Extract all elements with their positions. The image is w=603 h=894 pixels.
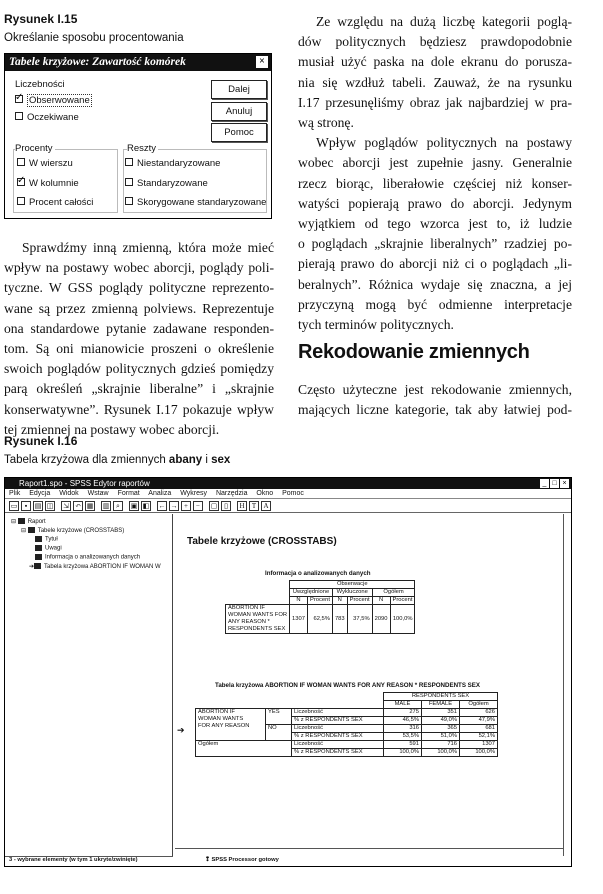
insert-title-icon[interactable]: T: [249, 501, 259, 511]
status-selection: 3 - wybrane elementy (w tym 1 ukryte/zwinięte): [9, 857, 138, 863]
column-group-header: RESPONDENTS SEX: [384, 693, 498, 701]
outline-pane: [5, 514, 173, 856]
text-line: wobec aborcji jest zupełnie jasny. Generalnie: [298, 155, 572, 171]
text-line: Sprawdźmy inną zmienną, która może mieć: [22, 240, 274, 255]
cell-value: 365: [422, 725, 460, 733]
table-row: [226, 605, 415, 634]
hide-icon[interactable]: ▯: [221, 501, 231, 511]
status-processor-text: SPSS Processor gotowy: [211, 857, 279, 863]
undo-icon[interactable]: ↶: [73, 501, 83, 511]
window-title: Raport1.spo - SPSS Edytor raportów: [19, 479, 150, 488]
tree-label: Tabela krzyżowa ABORTION IF WOMAN W: [44, 564, 161, 570]
counts-group-label: Liczebności: [15, 79, 65, 90]
menu-file[interactable]: Plik: [9, 490, 21, 497]
observed-label: Obserwowane: [29, 95, 90, 106]
tree-label: Uwagi: [45, 545, 62, 552]
column-header: Wykluczone: [332, 589, 372, 597]
menu-format[interactable]: Format: [117, 490, 140, 497]
statistic-label: % z RESPONDENTS SEX: [292, 717, 384, 725]
notes-icon: [35, 545, 42, 551]
cancel-button[interactable]: Anuluj: [211, 102, 267, 121]
chart-icon[interactable]: ▥: [102, 502, 110, 510]
checkbox-checked-icon: [15, 95, 23, 103]
cell-value: 52,1%: [460, 733, 498, 741]
dialog-title: Tabele krzyżowe: Zawartość komórek: [9, 56, 186, 68]
crosstab-caption: Tabela krzyżowa ABORTION IF WOMAN WANTS FOR ANY REASON * RESPONDENTS SEX: [215, 682, 481, 689]
column-header: FEMALE: [422, 701, 460, 709]
corner-cell: [196, 693, 384, 709]
text-line: tych terminów politycznych.: [298, 317, 454, 333]
cell-value: 316: [384, 725, 422, 733]
content-pane: [175, 514, 563, 856]
right-column-text: [298, 12, 572, 335]
table-icon: [34, 563, 41, 569]
expand-icon[interactable]: +: [181, 501, 191, 511]
menu-insert[interactable]: Wstaw: [87, 490, 109, 497]
cell-value: 1307: [460, 741, 498, 749]
total-percent-checkbox[interactable]: [17, 197, 93, 208]
row-label-line: ABORTION IF: [198, 709, 235, 715]
find-icon[interactable]: ⌕: [113, 501, 123, 511]
figure-subtitle: [4, 454, 230, 466]
cell-value: 46,5%: [384, 717, 422, 725]
checkbox-unchecked-icon: [15, 112, 23, 120]
column-header: MALE: [384, 701, 422, 709]
cell-value: 351: [422, 709, 460, 717]
cell-value: 100,0%: [422, 749, 460, 757]
cell-value: 49,0%: [422, 717, 460, 725]
column-subheader: N: [372, 597, 390, 605]
tree-label: Informacja o analizowanych danych: [45, 554, 141, 561]
residuals-group-label: Reszty: [127, 143, 157, 154]
cell-value: 53,5%: [384, 733, 422, 741]
unstandardized-label: Niestandaryzowane: [137, 158, 221, 169]
right-column-text-2: [298, 380, 572, 420]
column-header: Ogółem: [460, 701, 498, 709]
category-label: YES: [266, 709, 292, 725]
help-button[interactable]: Pomoc: [211, 123, 267, 142]
cell-value: 591: [384, 741, 422, 749]
subtitle-prefix: Tabela krzyżowa dla zmiennych: [4, 454, 169, 466]
spss-viewer-window: [4, 477, 572, 867]
row-label-line: WOMAN WANTS: [198, 716, 244, 722]
column-percent-checkbox[interactable]: [17, 178, 79, 189]
row-label-line: RESPONDENTS SEX: [228, 626, 286, 632]
output-heading: Tabele krzyżowe (CROSSTABS): [187, 536, 337, 547]
column-subheader: Procent: [347, 597, 372, 605]
content-horizontal-scrollbar[interactable]: [175, 848, 563, 856]
menu-view[interactable]: Widok: [59, 490, 79, 497]
menu-help[interactable]: Pomoc: [282, 490, 304, 497]
print-icon[interactable]: ▤: [34, 502, 42, 510]
unstandardized-checkbox[interactable]: [125, 158, 220, 169]
observed-checkbox[interactable]: [15, 95, 92, 106]
menu-bar: [5, 489, 571, 499]
text-line: nia się wzdłuż tabeli. Zauważ, że na rysunku: [298, 74, 572, 90]
menu-tools[interactable]: Narzędzia: [215, 490, 248, 497]
goto-data-icon[interactable]: ▦: [86, 502, 94, 510]
text-line: wą stronę.: [298, 115, 354, 131]
text-line: o poglądach „skrajnie liberalnych” rzadziej po-: [298, 236, 572, 252]
column-subheader: N: [332, 597, 347, 605]
cell-value: 100,0%: [460, 749, 498, 757]
corner-cell: [226, 581, 290, 597]
total-row-label: Ogółem: [196, 741, 292, 757]
collapse-icon[interactable]: −: [193, 501, 203, 511]
column-percent-label: W kolumnie: [29, 178, 79, 189]
statistic-label: % z RESPONDENTS SEX: [292, 749, 384, 757]
checkbox-unchecked-icon: [17, 158, 25, 166]
row-label-line: FOR ANY REASON: [198, 723, 250, 729]
show-icon[interactable]: ▢: [210, 502, 218, 510]
cell-value: 1307: [290, 605, 308, 634]
table-icon: [35, 554, 42, 560]
open-icon[interactable]: ▭: [10, 502, 18, 510]
column-subheader: N: [290, 597, 308, 605]
text-line: tom. Są oni mianowicie proszeni o określenie: [4, 341, 274, 357]
statistic-label: Liczebność: [292, 709, 384, 717]
row-variable-header: [196, 709, 266, 741]
statistic-label: Liczebność: [292, 725, 384, 733]
content-vertical-scrollbar[interactable]: [563, 514, 571, 856]
menu-graphs[interactable]: Wykresy: [180, 490, 207, 497]
variable-name: abany: [168, 454, 203, 466]
cell-value: 783: [332, 605, 347, 634]
close-icon[interactable]: ×: [560, 479, 569, 488]
insert-text-icon[interactable]: A: [261, 501, 271, 511]
text-line: mających liczne kategorie, tak aby łatwiej pod-: [298, 402, 572, 418]
figure-title: Rysunek I.15: [4, 12, 78, 26]
tree-item-root[interactable]: ⊟ Raport: [11, 519, 46, 525]
continue-button[interactable]: Dalej: [211, 80, 267, 99]
checkbox-unchecked-icon: [125, 158, 133, 166]
close-icon[interactable]: ×: [256, 56, 268, 68]
cell-value: 681: [460, 725, 498, 733]
text-line: tyczne. W GSS poglądy polityczne reprezento-: [4, 280, 274, 296]
checkbox-unchecked-icon: [125, 197, 133, 205]
checkbox-unchecked-icon: [17, 197, 25, 205]
cell-value: 716: [422, 741, 460, 749]
percentages-group-label: Procenty: [15, 143, 53, 154]
outline-tree: [5, 514, 173, 614]
export-icon[interactable]: ⇲: [61, 501, 71, 511]
figure-subtitle: Określanie sposobu procentowania: [4, 32, 184, 44]
text-line: I.17 przesunęliśmy obraz jak najbardziej w pra-: [298, 94, 572, 110]
adjusted-standardized-checkbox[interactable]: [125, 197, 266, 208]
expected-checkbox[interactable]: [15, 112, 79, 123]
text-line: wane są przez zmienną polviews. Reprezentuje: [4, 300, 274, 316]
promote-icon[interactable]: ←: [158, 502, 166, 510]
corner-cell: [226, 597, 290, 605]
figure-title: Rysunek I.16: [4, 434, 78, 448]
tree-item-info[interactable]: [35, 554, 140, 561]
category-label: NO: [266, 725, 292, 741]
title-icon: [35, 536, 42, 542]
cell-value: 275: [384, 709, 422, 717]
subtitle-mid: i: [202, 454, 212, 466]
status-processor: ❢ SPSS Processor gotowy: [205, 857, 279, 863]
adjusted-standardized-label: Skorygowane standaryzowane: [137, 197, 267, 208]
selection-arrow-icon: ➔: [177, 725, 185, 735]
select-cases-icon[interactable]: ◧: [142, 502, 150, 510]
summary-table: [225, 580, 415, 634]
row-label-line: ABORTION IF: [228, 605, 265, 611]
cell-value: 37,5%: [347, 605, 372, 634]
report-icon: [18, 518, 25, 524]
column-header: Uwzględnione: [290, 589, 333, 597]
text-line: swoich poglądów politycznych gdzieś pomiędzy: [4, 361, 274, 377]
insert-heading-icon[interactable]: H: [237, 501, 247, 511]
checkbox-unchecked-icon: [125, 178, 133, 186]
folder-icon: [28, 527, 35, 533]
standardized-checkbox[interactable]: [125, 178, 208, 189]
summary-table-caption: Informacja o analizowanych danych: [265, 570, 371, 577]
row-header: [226, 605, 290, 634]
column-header: Ogółem: [372, 589, 415, 597]
column-subheader: Procent: [307, 597, 332, 605]
text-line: Wpływ poglądów politycznych na postawy: [316, 135, 572, 151]
menu-window[interactable]: Okno: [256, 490, 274, 497]
minimize-icon[interactable]: _: [540, 479, 549, 488]
cell-value: 626: [460, 709, 498, 717]
cell-value: 62,5%: [307, 605, 332, 634]
text-line: wyjątkiem od tego wzorca jest to, iż ludzie: [298, 216, 572, 232]
preview-icon[interactable]: ◫: [46, 502, 54, 510]
variable-name: sex: [211, 454, 231, 466]
checkbox-checked-icon: [17, 178, 25, 186]
text-line: przyczyną mogą być odmienne interpretacje: [298, 296, 572, 312]
toolbar: [5, 499, 571, 513]
text-line: konserwatywne”. Rysunek I.17 pokazuje wpływ: [4, 401, 274, 417]
variables-icon[interactable]: ▣: [130, 502, 138, 510]
text-line: beralnych”. Różnica wydaje się znaczna, a jej: [298, 276, 572, 292]
tree-item-title[interactable]: [35, 536, 58, 543]
text-line: dów politycznych będziesz prawdopodobnie: [298, 34, 572, 50]
dialog-titlebar: [5, 54, 271, 71]
menu-analyze[interactable]: Analiza: [148, 490, 172, 497]
cell-value: 47,9%: [460, 717, 498, 725]
text-line: Ze względu na dużą liczbę kategorii poglą-: [316, 14, 572, 29]
demote-icon[interactable]: →: [170, 502, 178, 510]
statistic-label: % z RESPONDENTS SEX: [292, 733, 384, 741]
cell-value: 100,0%: [384, 749, 422, 757]
text-line: ona standardowe pytanie zadawane responden-: [4, 320, 274, 336]
cell-contents-dialog: [4, 53, 272, 219]
cell-value: 51,0%: [422, 733, 460, 741]
standardized-label: Standaryzowane: [137, 178, 208, 189]
text-line: Często użyteczne jest rekodowanie zmiennych,: [298, 382, 572, 397]
text-line: rzecz biorąc, liberałowie częściej niż konser-: [298, 175, 572, 191]
statistic-label: Liczebność: [292, 741, 384, 749]
crosstab-table: [195, 692, 498, 757]
total-percent-label: Procent całości: [29, 197, 94, 208]
expected-label: Oczekiwane: [27, 112, 79, 123]
table-row: [196, 709, 498, 717]
text-line: parą określeń „skrajnie liberalne” i „skrajnie: [4, 381, 274, 397]
tree-item-crosstabs[interactable]: ⊟ Tabele krzyżowe (CROSSTABS): [21, 528, 125, 534]
viewer-titlebar: [5, 478, 571, 489]
row-label-line: ANY REASON *: [228, 619, 270, 625]
table-row: [196, 741, 498, 749]
section-heading: Rekodowanie zmiennych: [298, 341, 530, 363]
row-percent-label: W wierszu: [29, 158, 73, 169]
text-line: musiał użyć paska na dole ekranu do porusza-: [298, 54, 572, 70]
tree-item-notes[interactable]: [35, 545, 62, 552]
menu-edit[interactable]: Edycja: [29, 490, 51, 497]
column-subheader: Procent: [390, 597, 415, 605]
text-line: tej zmiennej na postawy wobec aborcji.: [4, 421, 220, 437]
save-icon[interactable]: ▪: [21, 501, 31, 511]
column-group-header: Obserwacje: [290, 581, 415, 589]
text-line: watyści popierają prawo do aborcji. Jedynym: [298, 195, 572, 211]
cell-value: 100,0%: [390, 605, 415, 634]
left-column-text: [4, 238, 274, 440]
row-label-line: WOMAN WANTS FOR: [228, 612, 288, 618]
row-percent-checkbox[interactable]: [17, 158, 73, 169]
tree-label: Tabele krzyżowe (CROSSTABS): [37, 528, 125, 534]
tree-label: Raport: [27, 519, 46, 525]
text-line: pierają prawo do aborcji niż ci o poglądach „li-: [298, 256, 572, 272]
tree-item-table[interactable]: ➔ Tabela krzyżowa ABORTION IF WOMAN W: [29, 564, 161, 570]
cell-value: 2090: [372, 605, 390, 634]
text-line: wpływ na postawy wobec aborcji, poglądy poli-: [4, 260, 274, 276]
maximize-icon[interactable]: □: [550, 479, 559, 488]
tree-label: Tytuł: [45, 536, 58, 543]
